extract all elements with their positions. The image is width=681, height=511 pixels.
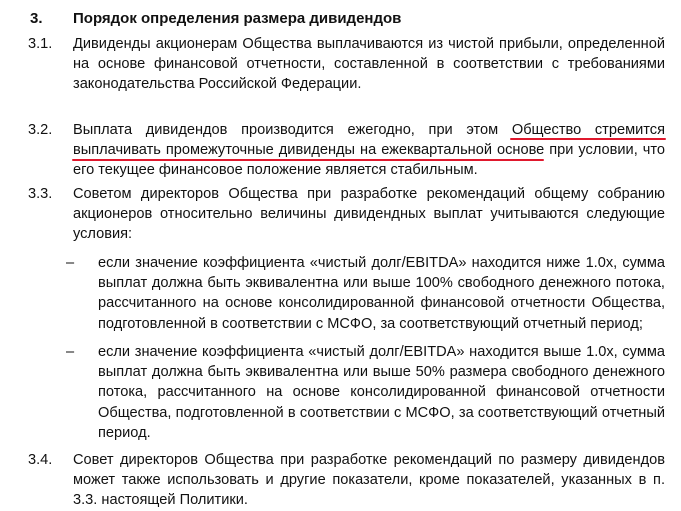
highlight-underline-line-2: [72, 159, 544, 161]
section-heading: [30, 8, 670, 30]
section-number: 3.: [30, 10, 43, 27]
bullet-text: если значение коэффициента «чистый долг/EBITDA» находится ниже 1.0х, сумма выплат должна быть эквивалентна или выше 100% свободного денежного потока, рассчитанного на основе консолидированной финансовой отчетности Общества, подготовленной в соответствии с МСФО, за соответствующий отчетный период;: [98, 255, 665, 332]
bullet-dash: –: [66, 255, 75, 271]
section-title: Порядок определения размера дивидендов: [73, 10, 402, 27]
clause-text: Дивиденды акционерам Общества выплачиваются из чистой прибыли, определенной на основе финансовой отчетности, составленной в соответствии с требованиями законодательства Российской Федерации.: [73, 36, 665, 93]
clause-text: Выплата дивидендов производится ежегодно, при этом Общество стремится выплачивать промежуточные дивиденды на ежеквартальной основе при условии, что его текущее финансовое положение является стабильным.: [73, 122, 665, 179]
clause-number: 3.3.: [28, 186, 53, 202]
clause-number: 3.4.: [28, 452, 53, 468]
bullet-text: если значение коэффициента «чистый долг/EBITDA» находится выше 1.0х, сумма выплат должна быть эквивалентна или выше 50% размера свободного денежного потока, рассчитанного на основе консолидированной финансовой отчетности Общества, подготовленной в соответствии с МСФО, за соответствующий отчетный период.: [98, 344, 665, 441]
clause-number: 3.1.: [28, 36, 53, 52]
clause-text: Советом директоров Общества при разработке рекомендаций общему собранию акционеров относительно величины дивидендных выплат учитываются следующие условия:: [73, 186, 665, 243]
clause-text: Совет директоров Общества при разработке рекомендаций по размеру дивидендов может также использовать и другие показатели, кроме показателей, указанных в п. 3.3. настоящей Политики.: [73, 452, 665, 509]
bullet-dash: –: [66, 344, 75, 360]
clause-number: 3.2.: [28, 122, 53, 138]
highlight-underline-line-1: [510, 138, 666, 140]
